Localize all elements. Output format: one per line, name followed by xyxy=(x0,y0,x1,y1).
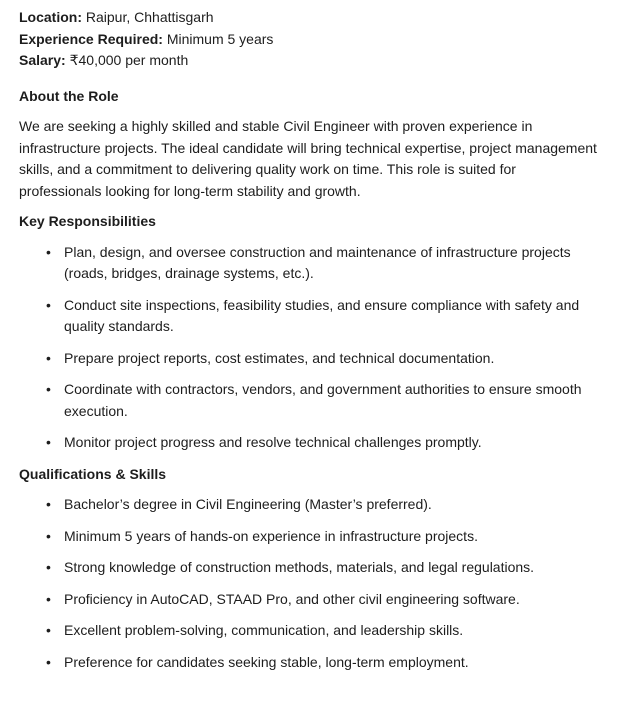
meta-location-value: Raipur, Chhattisgarh xyxy=(82,9,214,25)
qualification-item: • Preference for candidates seeking stable, long-term employment. xyxy=(19,652,604,674)
qualifications-list xyxy=(19,494,604,673)
responsibility-item: • Prepare project reports, cost estimates, and technical documentation. xyxy=(19,348,604,370)
meta-location xyxy=(19,7,604,29)
responsibility-item: • Conduct site inspections, feasibility studies, and ensure compliance with safety and quality standards. xyxy=(19,295,604,338)
job-meta-block xyxy=(19,7,604,72)
qualification-item: • Strong knowledge of construction methods, materials, and legal regulations. xyxy=(19,557,604,579)
qualifications-heading: Qualifications & Skills xyxy=(19,465,167,482)
key-responsibilities-heading: Key Responsibilities xyxy=(19,213,156,229)
meta-experience xyxy=(19,29,604,51)
about-role-paragraph: We are seeking a highly skilled and stable Civil Engineer with proven experience in infrastructure projects. The ideal candidate will bring technical expertise, project management skills, and a commitment to delivering quality work on time. This role is suited for professionals looking for long-term stability and growth. xyxy=(19,118,597,199)
qualification-item: • Excellent problem-solving, communication, and leadership skills. xyxy=(19,620,604,642)
meta-salary-label: Salary: xyxy=(19,52,66,68)
qualification-item: • Minimum 5 years of hands-on experience in infrastructure projects. xyxy=(19,526,604,548)
responsibility-item: • Monitor project progress and resolve technical challenges promptly. xyxy=(19,432,604,454)
responsibility-item: • Plan, design, and oversee construction and maintenance of infrastructure projects (roads, bridges, drainage systems, etc.). xyxy=(19,242,604,285)
meta-experience-label: Experience Required: xyxy=(19,30,163,47)
responsibility-item: • Coordinate with contractors, vendors, and government authorities to ensure smooth execution. xyxy=(19,379,604,422)
meta-location-label: Location: xyxy=(19,9,82,25)
meta-salary-value: ₹40,000 per month xyxy=(65,52,189,68)
about-role-heading: About the Role xyxy=(19,87,119,104)
qualification-item: • Bachelor’s degree in Civil Engineering (Master’s preferred). xyxy=(19,494,604,516)
meta-experience-value: Minimum 5 years xyxy=(162,30,274,47)
qualification-item: • Proficiency in AutoCAD, STAAD Pro, and other civil engineering software. xyxy=(19,589,604,611)
meta-salary xyxy=(19,50,604,72)
key-responsibilities-list xyxy=(19,242,604,454)
